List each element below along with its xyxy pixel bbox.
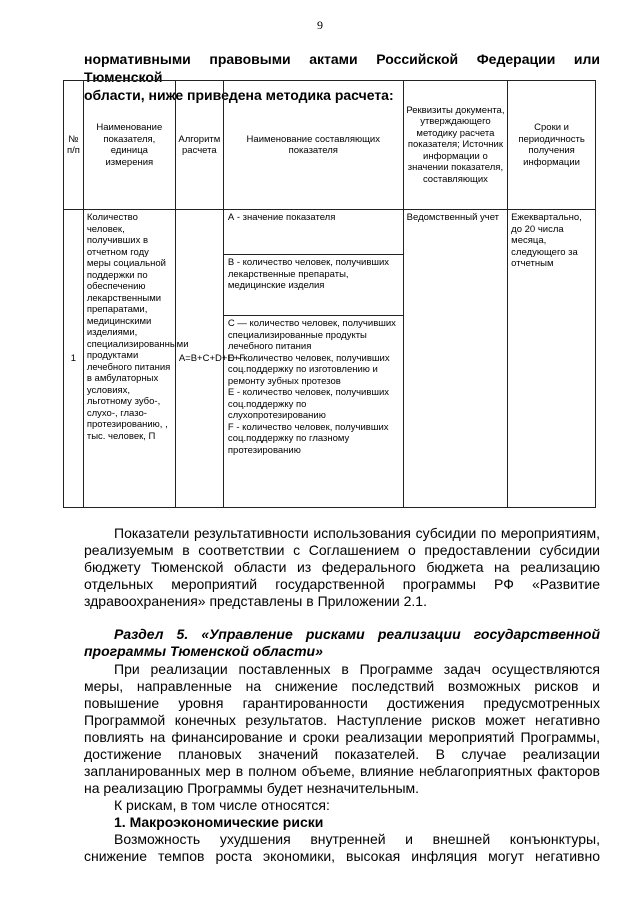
row-terms: Ежеквартально, до 20 числа месяца, следующего за отчетным (508, 210, 596, 508)
text-line: При реализации поставленных в Программе задач осуществляются (114, 661, 600, 677)
row-requisites: Ведомственный учет (403, 210, 508, 508)
component-c: С — количество человек, получивших специализированные продукты лечебного питания (227, 318, 396, 352)
header-algorithm: Алгоритм расчета (175, 81, 223, 210)
text-line: на реализацию Программы будет незначительным. (84, 780, 420, 796)
paragraph-risk-management (84, 661, 600, 865)
risk-1-title: 1. Макроэкономические риски (114, 814, 324, 830)
risks-intro: К рискам, в том числе относятся: (114, 797, 330, 813)
header-components: Наименование составляющих показателя (223, 81, 403, 210)
text-line: Показатели результативности использования субсидии по мероприятиям, (114, 525, 600, 541)
row-components (223, 210, 403, 508)
text-line: здравоохранения» представлены в Приложении 2.1. (84, 593, 427, 609)
text-line: Программой конечных результатов. Наступление рисков может негативно (84, 712, 600, 728)
table-row (64, 210, 596, 508)
component-d: D - количество человек, получивших соц.поддержку по изготовлению и ремонту зубных протезов (227, 352, 390, 387)
text-line: Возможность ухудшения внутренней и внешней конъюнктуры, (114, 831, 600, 847)
header-requisites: Реквизиты документа, утверждающего методику расчета показателя; Источник информации о значении показателя, составляющих (403, 81, 508, 210)
intro-line: нормативными правовыми актами Российской Федерации или Тюменской (84, 51, 600, 85)
text-line: отдельных мероприятий государственной программы РФ «Развитие (84, 576, 600, 592)
text-line: повлиять на финансирование и сроки реализации мероприятий Программы, (84, 729, 600, 745)
component-b: В - количество человек, получивших лекарственные препараты, медицинские изделия (224, 255, 403, 316)
table-header-row (64, 81, 596, 210)
component-e: Е - количество человек, получивших соц.поддержку по слухопротезированию (227, 387, 390, 421)
heading-line: программы Тюменской области» (84, 643, 323, 659)
intro-line: области, ниже приведена методика расчета: (84, 87, 394, 103)
components-c-f (224, 316, 403, 458)
row-num: 1 (64, 210, 84, 508)
header-num: № п/п (64, 81, 84, 210)
heading-line: Раздел 5. «Управление рисками реализации государственной (114, 626, 600, 642)
header-name: Наименование показателя, единица измерения (83, 81, 175, 210)
row-algorithm: A=B+C+D+E+F (175, 210, 223, 508)
section-heading (84, 626, 600, 660)
text-line: достижение плановых значений показателей. В случае реализации (84, 746, 600, 762)
text-line: бюджету Тюменской области из федерального бюджета на реализацию (84, 559, 600, 575)
text-line: снижение темпов роста экономики, высокая инфляция могут негативно (84, 848, 600, 864)
text-line: запланированных мер в полном объеме, влияние неблагоприятных факторов (84, 763, 600, 779)
text-line: реализуемым в соответствии с Соглашением о предоставлении субсидии (84, 542, 600, 558)
text-line: меры, направленные на снижение последствий возможных рисков и (84, 678, 600, 694)
indicator-table (63, 80, 596, 508)
component-a: А - значение показателя (224, 210, 403, 255)
paragraph-subsidy-indicators (84, 525, 600, 610)
row-name: Количество человек, получивших в отчетном году меры социальной поддержки по обеспечению лекарственными препаратами, медицинскими изделиями, специализированными продуктами лечебного питания в амбулаторных условиях, льготному зубо-, слухо-, глазо-протезированию, , тыс. человек, П (83, 210, 175, 508)
page-number: 9 (317, 18, 323, 32)
text-line: повышение уровня гарантированности достижения предусмотренных (84, 695, 600, 711)
component-f: F - количество человек, получивших соц.поддержку по глазному протезированию (227, 421, 389, 456)
header-terms: Сроки и периодичность получения информации (508, 81, 596, 210)
